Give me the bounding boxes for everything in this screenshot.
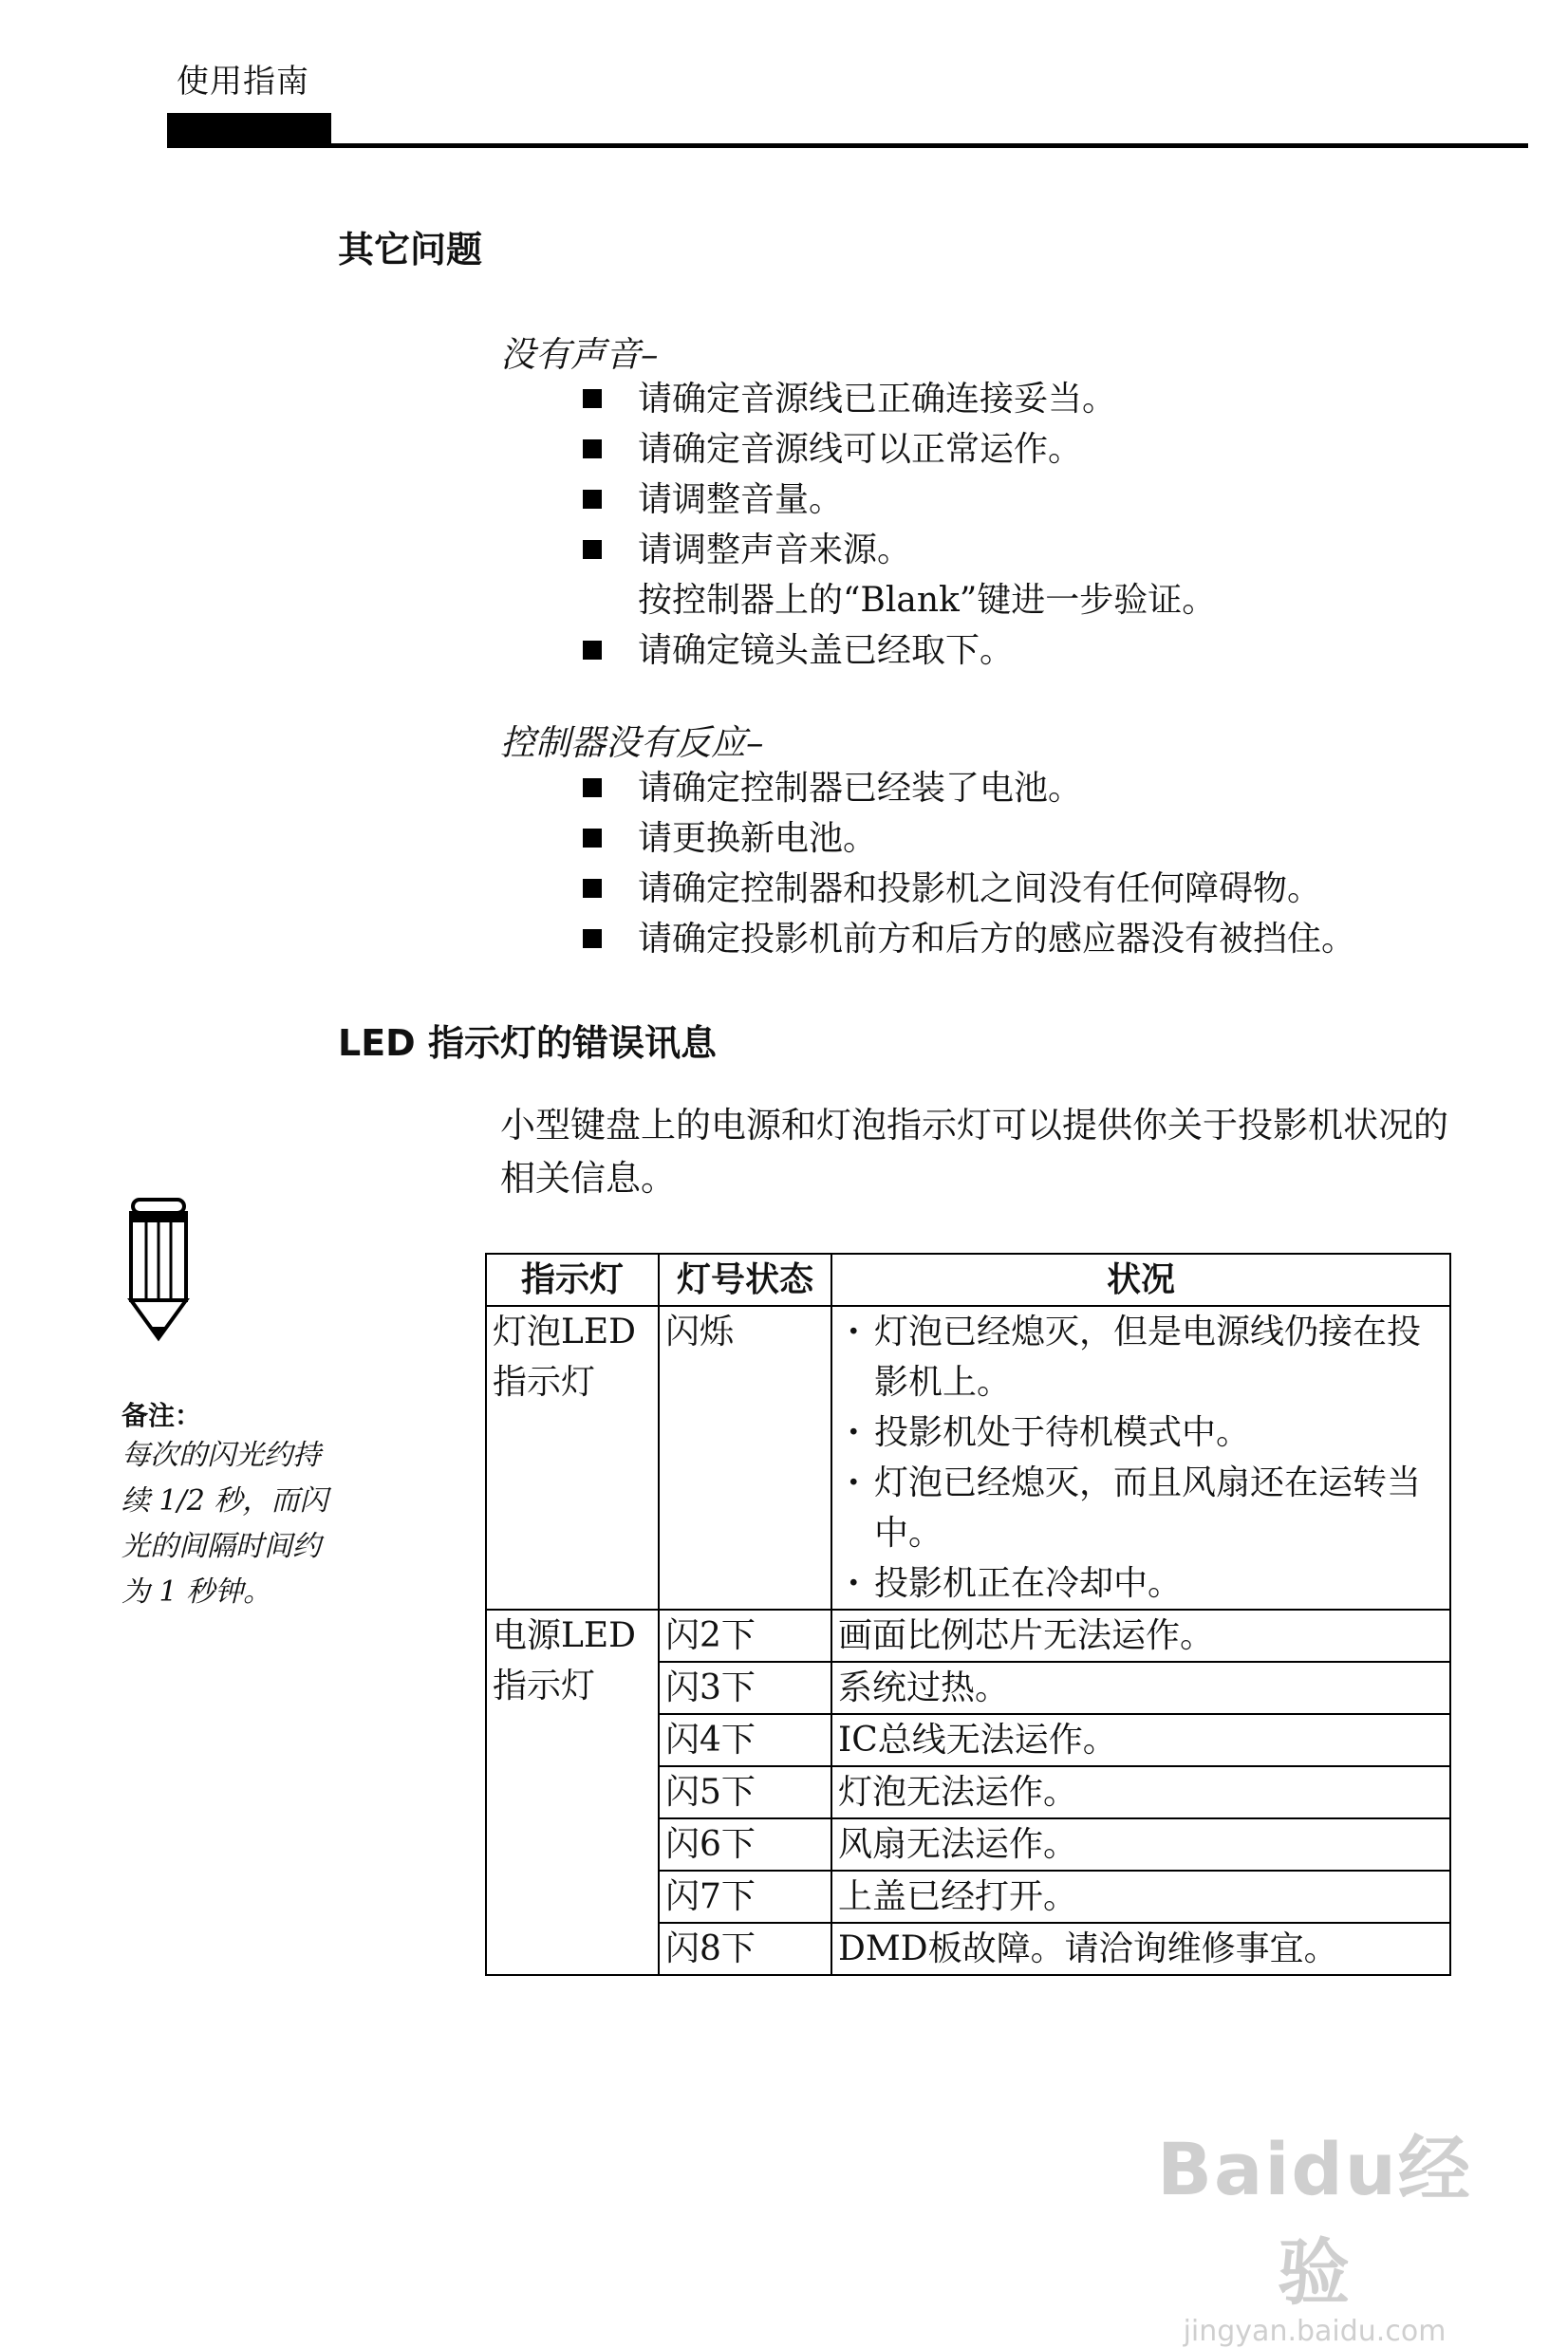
table-header-row xyxy=(486,1254,1450,1306)
lamp-led-conditions-cell xyxy=(831,1306,1450,1610)
state-cell: 闪8下 xyxy=(659,1923,831,1975)
section-title-led: LED 指示灯的错误讯息 xyxy=(338,1022,717,1064)
column-header-state: 灯号状态 xyxy=(659,1254,831,1306)
watermark xyxy=(1125,2112,1504,2348)
pencil-icon xyxy=(121,1198,196,1342)
state-cell: 闪2下 xyxy=(659,1610,831,1662)
bullet-square-icon xyxy=(583,490,602,509)
column-header-condition: 状况 xyxy=(831,1254,1450,1306)
condition-cell: 灯泡无法运作。 xyxy=(831,1766,1450,1818)
bullet-square-icon xyxy=(583,879,602,898)
led-status-table xyxy=(485,1253,1451,1976)
condition-cell: 系统过热。 xyxy=(831,1662,1450,1714)
state-cell: 闪7下 xyxy=(659,1871,831,1923)
condition-cell: 风扇无法运作。 xyxy=(831,1818,1450,1871)
condition-item: · 投影机处于待机模式中。 xyxy=(838,1407,1444,1458)
state-cell: 闪3下 xyxy=(659,1662,831,1714)
list-item: 请确定音源线已正确连接妥当。 xyxy=(581,374,1216,424)
bullet-square-icon xyxy=(583,641,602,660)
led-intro-text: 小型键盘上的电源和灯泡指示灯可以提供你关于投影机状况的相关信息。 xyxy=(500,1105,1448,1199)
condition-cell: DMD板故障。请洽询维修事宜。 xyxy=(831,1923,1450,1975)
power-led-indicator-cell: 电源LED指示灯 xyxy=(486,1610,659,1975)
note-body: 每次的闪光约持续 1/2 秒，而闪光的间隔时间约为 1 秒钟。 xyxy=(121,1439,328,1609)
no-sound-list xyxy=(581,374,1216,676)
bullet-square-icon xyxy=(583,439,602,458)
subhead-no-sound: 没有声音– xyxy=(500,334,659,375)
watermark-url: jingyan.baidu.com xyxy=(1183,2315,1447,2348)
header-label: 使用指南 xyxy=(177,63,309,101)
list-item: 请更换新电池。 xyxy=(581,813,1355,864)
list-item: 请确定音源线可以正常运作。 xyxy=(581,424,1216,475)
lamp-led-state-cell: 闪烁 xyxy=(659,1306,831,1610)
list-item: 请调整声音来源。 xyxy=(581,525,1216,575)
table-row xyxy=(486,1610,1450,1662)
condition-item: · 灯泡已经熄灭，但是电源线仍接在投影机上。 xyxy=(838,1307,1444,1407)
note-title: 备注： xyxy=(121,1400,202,1431)
bullet-square-icon xyxy=(583,829,602,848)
condition-item: · 投影机正在冷却中。 xyxy=(838,1558,1444,1609)
list-item: 请调整音量。 xyxy=(581,475,1216,525)
subhead-remote: 控制器没有反应– xyxy=(500,722,764,763)
bullet-square-icon xyxy=(583,929,602,948)
state-cell: 闪4下 xyxy=(659,1714,831,1766)
list-item: 请确定控制器已经装了电池。 xyxy=(581,763,1355,813)
condition-cell: IC总线无法运作。 xyxy=(831,1714,1450,1766)
bullet-square-icon xyxy=(583,540,602,559)
column-header-indicator: 指示灯 xyxy=(486,1254,659,1306)
table-row xyxy=(486,1306,1450,1610)
section-title-other: 其它问题 xyxy=(338,229,483,270)
bullet-square-icon xyxy=(583,389,602,408)
watermark-logo: Baidu经验 xyxy=(1157,2127,1472,2315)
lamp-led-indicator-cell: 灯泡LED指示灯 xyxy=(486,1306,659,1610)
list-item: 请确定投影机前方和后方的感应器没有被挡住。 xyxy=(581,914,1355,964)
remote-list xyxy=(581,763,1355,964)
bullet-square-icon xyxy=(583,778,602,797)
condition-cell: 上盖已经打开。 xyxy=(831,1871,1450,1923)
list-item: 请确定控制器和投影机之间没有任何障碍物。 xyxy=(581,864,1355,914)
state-cell: 闪5下 xyxy=(659,1766,831,1818)
state-cell: 闪6下 xyxy=(659,1818,831,1871)
list-item: 请确定镜头盖已经取下。 xyxy=(581,625,1216,676)
list-item-continuation: 按控制器上的“Blank”键进一步验证。 xyxy=(638,581,1217,620)
header-rule xyxy=(167,143,1528,148)
condition-cell: 画面比例芯片无法运作。 xyxy=(831,1610,1450,1662)
condition-item: · 灯泡已经熄灭，而且风扇还在运转当中。 xyxy=(838,1458,1444,1558)
